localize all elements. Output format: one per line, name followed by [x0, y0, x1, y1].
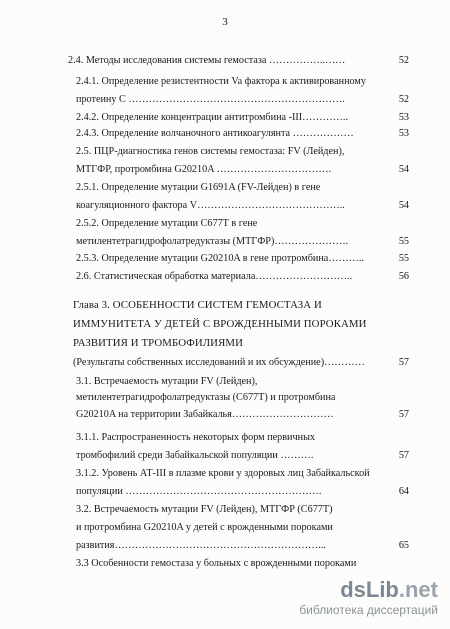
- watermark-logo-main: dsLib: [340, 577, 399, 602]
- toc-entry-text: МТГФР, протромбина G20210A …………………………….: [76, 164, 332, 175]
- toc-entry-text: 2.4.3. Определение волчаночного антикоагулянта ………………: [76, 128, 354, 139]
- watermark-subtitle: библиотека диссертаций: [299, 603, 438, 617]
- toc-entry-page: 57: [398, 450, 409, 461]
- toc-entry-text: 2.5. ПЦР-диагностика генов системы гемостаза: FV (Лейден),: [76, 146, 345, 157]
- toc-entry-page: 54: [398, 200, 409, 211]
- chapter-heading: ИММУНИТЕТА У ДЕТЕЙ С ВРОЖДЕННЫМИ ПОРОКАМИ: [73, 318, 367, 330]
- chapter-heading: Глава 3. ОСОБЕННОСТИ СИСТЕМ ГЕМОСТАЗА И: [73, 299, 322, 311]
- toc-entry-text: 3.1.2. Уровень АТ-III в плазме крови у здоровых лиц Забайкальской: [76, 468, 370, 479]
- toc-entry-text: метилентетрагидрофолатредуктазы (МТГФР)………………….: [76, 236, 349, 247]
- toc-entry-text: метилентетрагидрофолатредуктазы (С677Т) и протромбина: [76, 392, 336, 403]
- toc-entry-text: 2.5.1. Определение мутации G1691A (FV-Лейден) в гене: [76, 182, 321, 193]
- toc-entry-text: 3.1.1. Распространенность некоторых форм первичных: [76, 432, 316, 443]
- toc-entry-page: 64: [398, 486, 409, 497]
- toc-entry-text: тромбофилий среди Забайкальской популяции ……….: [76, 450, 314, 461]
- toc-entry-page: 53: [398, 128, 409, 139]
- toc-entry-page: 55: [398, 253, 409, 264]
- chapter-subtitle: (Результаты собственных исследований и их обсуждение)…………: [73, 357, 365, 368]
- toc-entry-text: 2.4.2. Определение концентрации антитромбина -III…………..: [76, 112, 349, 123]
- toc-entry-text: протеину С ……………………………………………………….: [76, 94, 345, 105]
- toc-entry-text: 2.5.3. Определение мутации G20210A в гене протромбина………..: [76, 253, 364, 264]
- toc-entry-page: 53: [398, 112, 409, 123]
- toc-entry-page: 55: [398, 236, 409, 247]
- toc-entry-text: 2.4. Методы исследования системы гемостаза ……………..……: [68, 55, 346, 66]
- toc-entry-text: G20210A на территории Забайкалья…………………………: [76, 409, 334, 420]
- toc-entry-page: 52: [398, 94, 409, 105]
- toc-entry-page: 57: [398, 357, 409, 368]
- toc-entry-text: и протромбина G20210A у детей с врожденными пороками: [76, 522, 333, 533]
- toc-entry-page: 56: [398, 271, 409, 282]
- toc-entry-page: 54: [398, 164, 409, 175]
- page-number: 3: [222, 16, 228, 28]
- toc-entry-text: 3.1. Встречаемость мутации FV (Лейден),: [76, 376, 258, 387]
- toc-entry-text: 3.3 Особенности гемостаза у больных с врожденными пороками: [76, 558, 357, 569]
- toc-entry-page: 65: [398, 540, 409, 551]
- watermark: [299, 579, 438, 617]
- chapter-heading: РАЗВИТИЯ И ТРОМБОФИЛИЯМИ: [73, 337, 243, 349]
- toc-entry-page: 52: [398, 55, 409, 66]
- watermark-logo-tld: .net: [398, 577, 438, 602]
- toc-entry-text: коагуляционного фактора V……………………………………..: [76, 200, 345, 211]
- watermark-logo: [299, 579, 438, 601]
- toc-entry-page: 57: [398, 409, 409, 420]
- toc-entry-text: 3.2. Встречаемость мутации FV (Лейден), МТГФР (С677Т): [76, 504, 333, 515]
- toc-entry-text: 2.5.2. Определение мутации С677Т в гене: [76, 218, 258, 229]
- toc-entry-text: 2.4.1. Определение резистентности Va фактора к активированному: [76, 76, 366, 87]
- toc-entry-text: 2.6. Статистическая обработка материала………………………..: [76, 271, 353, 282]
- toc-entry-text: популяции ………………………………………………….: [76, 486, 322, 497]
- toc-entry-text: развития……………………………………………………...: [76, 540, 326, 551]
